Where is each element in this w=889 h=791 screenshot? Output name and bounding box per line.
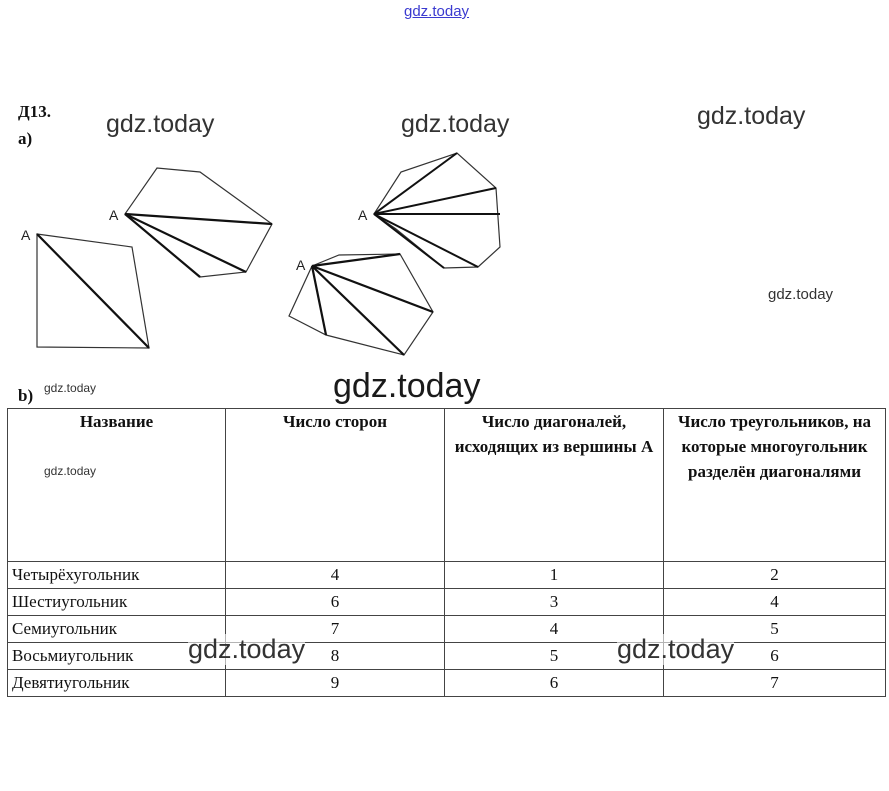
watermark-big-center: gdz.today [333,367,481,405]
table-row [8,589,886,616]
watermark-small-b: gdz.today [44,381,97,395]
hexagon-diagonal [125,214,272,224]
vertex-a-label: A [296,257,306,273]
cell-sides: 7 [226,616,445,643]
table-row [8,670,886,697]
cell-name: Девятиугольник [8,670,226,697]
cell-triangles: 7 [664,670,886,697]
cell-name: Семиугольник [8,616,226,643]
cell-name: Четырёхугольник [8,562,226,589]
hexagon-figure [109,168,272,277]
cell-diagonals: 3 [445,589,664,616]
cell-sides: 4 [226,562,445,589]
part-a-label: а) [18,129,33,148]
header-diagonals: Число диагоналей, исходящих из вершины А [445,409,664,562]
hexagon-diagonal [125,214,246,272]
cell-diagonals: 1 [445,562,664,589]
header-sides: Число сторон [226,409,445,562]
watermark-right-mid: gdz.today [768,286,834,303]
watermark-row1-right: gdz.today [697,102,806,130]
cell-diagonals: 5 [445,643,664,670]
cell-name: Восьмиугольник [8,643,226,670]
cell-diagonals: 6 [445,670,664,697]
quadrilateral-figure [21,227,149,348]
watermark-table-left: gdz.today [188,634,306,664]
header-name: Название [8,409,226,562]
octagon-figure [358,153,500,268]
cell-sides: 9 [226,670,445,697]
watermark-small-header: gdz.today [44,464,97,478]
heptagon-figure [289,254,433,355]
cell-name: Шестиугольник [8,589,226,616]
watermark-top[interactable]: gdz.today [404,3,470,20]
polygons-table [7,408,886,697]
cell-triangles: 4 [664,589,886,616]
table-row [8,616,886,643]
problem-number: Д13. [18,102,51,121]
vertex-a-label: A [109,207,119,223]
cell-triangles: 5 [664,616,886,643]
part-b-label: b) [18,386,34,405]
watermark-table-right: gdz.today [617,634,735,664]
cell-triangles: 2 [664,562,886,589]
polygons-figure [0,140,889,370]
heptagon-diagonal [312,266,404,355]
header-triangles: Число треугольников, на которые многоугольник разделён диагоналями [664,409,886,562]
watermark-row1-mid: gdz.today [401,110,510,138]
cell-sides: 8 [226,643,445,670]
vertex-a-label: A [21,227,31,243]
cell-triangles: 6 [664,643,886,670]
octagon-diagonal [374,214,478,267]
cell-sides: 6 [226,589,445,616]
watermark-row1-left: gdz.today [106,110,215,138]
cell-diagonals: 4 [445,616,664,643]
vertex-a-label: A [358,207,368,223]
heptagon-diagonal [312,266,433,312]
octagon-diagonal [374,214,444,268]
table-row [8,643,886,670]
table-row [8,562,886,589]
table-header-row [8,409,886,562]
